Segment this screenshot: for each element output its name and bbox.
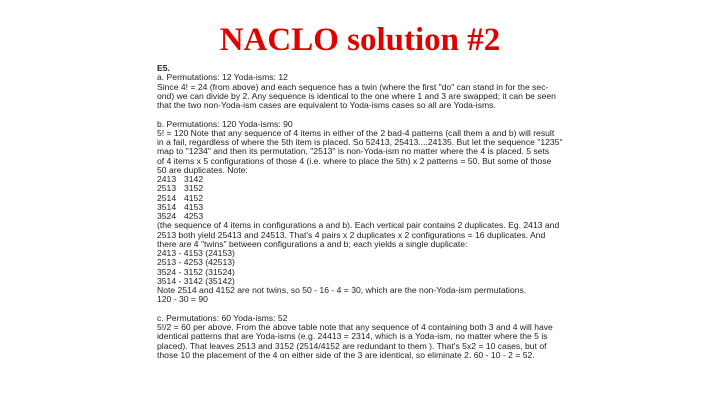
part-b-header: b. Permutations: 120 Yoda-isms: 90: [157, 119, 293, 129]
slide-title: NACLO solution #2: [219, 22, 501, 58]
pair-left: 3514: [157, 202, 177, 212]
spacer: [157, 305, 627, 314]
part-b-line: 120 - 30 = 90: [157, 295, 208, 305]
part-a-line: Since 4! = 24 (from above) and each sequence has a twin (where the first "do" can stand in for the sec-: [157, 82, 549, 92]
sequence-pair: [157, 194, 627, 203]
solution-text: [157, 64, 627, 360]
sequence-pair: [157, 212, 627, 221]
spacer: [157, 110, 627, 119]
twin-line: 3524 - 3152 (31524): [157, 267, 235, 277]
part-a-line: ond) we can divide by 2. Any sequence is identical to the one where 1 and 3 are swapped; it can be seen: [157, 91, 556, 101]
pair-left: 2413: [157, 175, 177, 184]
part-b-line: 5! = 120 Note that any sequence of 4 items in either of the 2 bad-4 patterns (call them a and b) will result: [157, 128, 555, 138]
part-b-line: Note 2514 and 4152 are not twins, so 50 - 16 - 4 = 30, which are the non-Yoda-ism permutations.: [157, 286, 527, 295]
part-b-line: in a fail, regardless of where the 5th item is placed. So 52413, 25413....24135. But let the sequence "1235": [157, 138, 563, 147]
part-c-header: c. Permutations: 60 Yoda-isms: 52: [157, 313, 288, 323]
part-b-line: there are 4 "twins" between configurations a and b; each yields a single duplicate:: [157, 239, 468, 249]
sequence-pair: [157, 203, 627, 212]
part-b-line: 50 are duplicates. Note:: [157, 165, 248, 175]
pair-left: 2513: [157, 184, 177, 194]
part-c-line: those 10 the placement of the 4 on either side of the 3 are identical, so eliminate 2. 60 - 10 - 2 = 52.: [157, 350, 535, 360]
pair-right: 4253: [184, 212, 204, 221]
sequence-pair: [157, 175, 627, 184]
twin-line: 2413 - 4153 (24153): [157, 249, 235, 258]
twin-line: 2513 - 4253 (42513): [157, 258, 235, 268]
part-c-line: 5!/2 = 60 per above. From the above table note that any sequence of 4 containing both 3 and 4 will have: [157, 323, 553, 332]
twin-line: 3514 - 3142 (35142): [157, 276, 235, 286]
part-a-line: that the two non-Yoda-ism cases are equivalent to Yoda-isms cases so all are Yoda-isms.: [157, 101, 496, 110]
part-a-header: a. Permutations: 12 Yoda-isms: 12: [157, 73, 288, 83]
pair-right: 3142: [184, 175, 204, 184]
part-b-line: (the sequence of 4 items in configurations a and b). Each vertical pair contains 2 duplicates. Eg. 2413 and: [157, 221, 560, 231]
pair-right: 4153: [184, 202, 204, 212]
part-b-line: of 4 items x 5 configurations of those 4 (i.e. where to place the 5th) x 2 patterns = 50. But some of those: [157, 156, 552, 166]
pair-left: 2514: [157, 193, 177, 203]
solution-heading: E5.: [157, 64, 170, 73]
pair-right: 3152: [184, 184, 204, 194]
part-b-line: 2513 both yield 25413 and 24513. That's 4 pairs x 2 duplicates x 2 configurations = 16 duplicates. And: [157, 230, 546, 240]
part-c-line: identical patterns that are Yoda-isms (e.g. 24413 = 2314, which is a Yoda-ism, no matter where the 5 is: [157, 332, 548, 342]
sequence-pair: [157, 184, 627, 193]
pair-left: 3524: [157, 212, 177, 221]
part-b-line: map to "1234" and then its permutation, "2513" is non-Yoda-ism no matter where the 4 is placed. 5 sets: [157, 147, 550, 157]
pair-right: 4152: [184, 193, 204, 203]
part-c-line: placed). That leaves 2513 and 3152 (2514/4152 are redundant to them ). That's 5x2 = 10 cases, but of: [157, 341, 547, 351]
